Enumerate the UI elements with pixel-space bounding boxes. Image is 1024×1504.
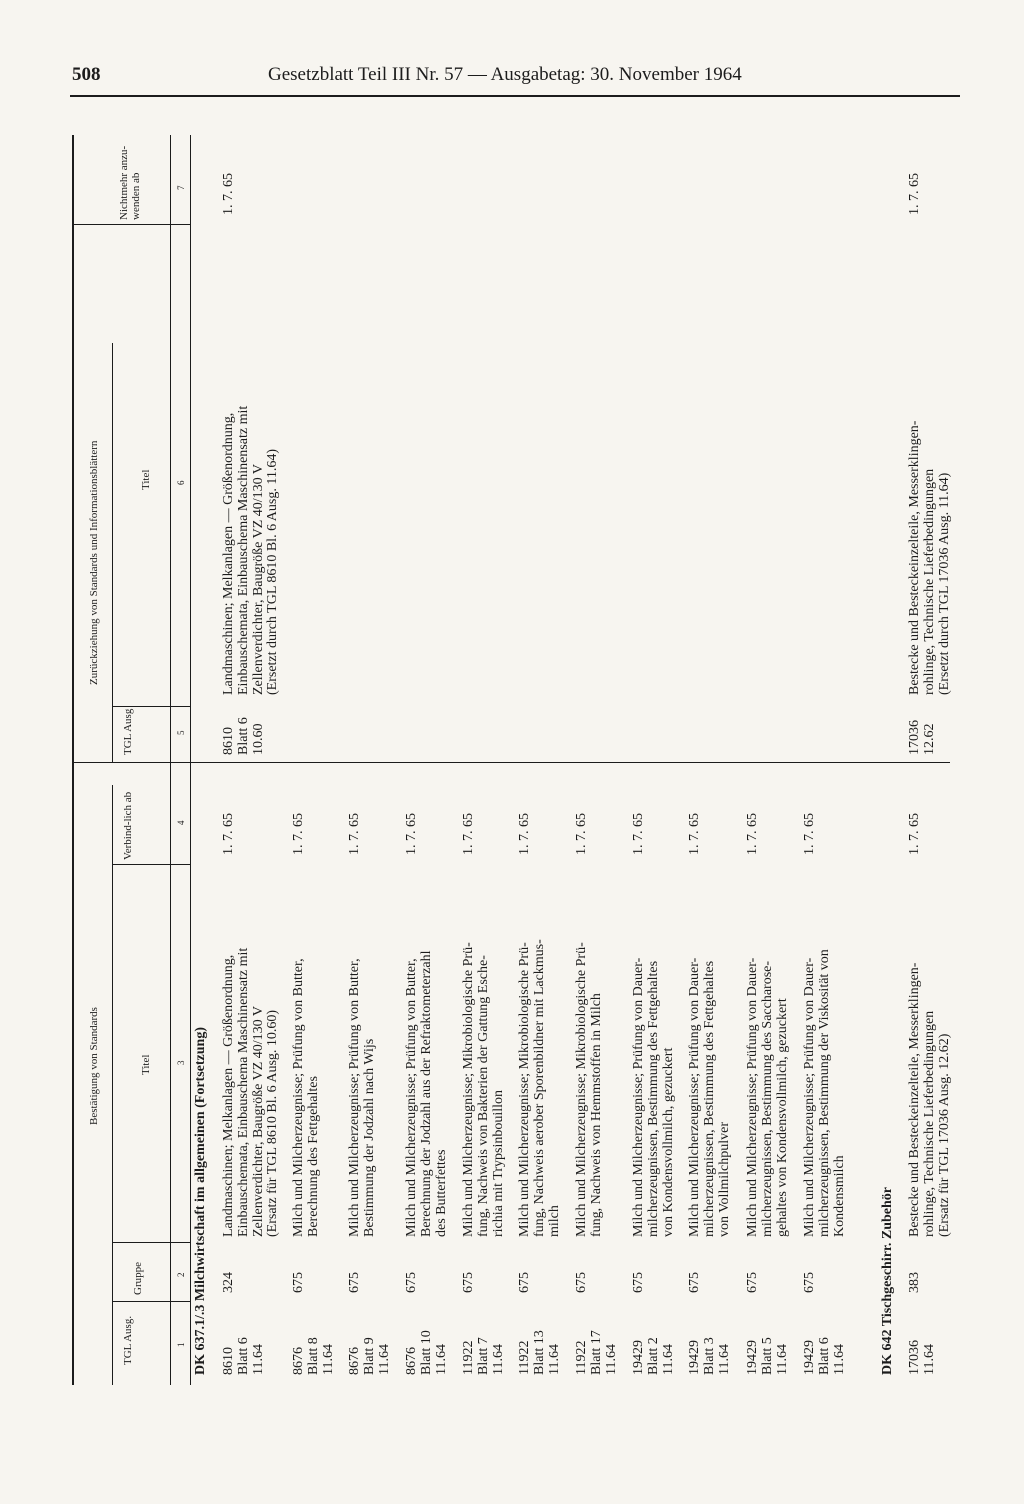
row-titel: Milch und Milcherzeugnisse; Prüfung von Dauer- milcherzeugnissen, Bestimmung des Fettgehaltes von Vollmilchpulver bbox=[687, 957, 732, 1237]
row-verbindlich: 1. 7. 65 bbox=[291, 813, 306, 855]
row-titel: Milch und Milcherzeugnisse; Prüfung von Butter, Bestimmung der Jodzahl nach Wijs bbox=[347, 958, 377, 1237]
row-titel: Milch und Milcherzeugnisse; Prüfung von Dauer- milcherzeugnissen, Bestimmung des Fettgehaltes von Kondensvollmilch, gezuckert bbox=[631, 957, 676, 1237]
row-titel: Milch und Milcherzeugnisse; Mikrobiologische Prü- fung, Nachweis von Bakterien der Gattung Esche- richia mit Trypsinbouillon bbox=[461, 942, 506, 1237]
row-r-date: 1. 7. 65 bbox=[221, 173, 236, 215]
row-titel: Milch und Milcherzeugnisse; Prüfung von Dauer- milcherzeugnissen, Bestimmung des Saccharose- gehaltes von Kondensvollmilch, gezuckert bbox=[745, 957, 790, 1237]
row-gruppe: 324 bbox=[221, 1272, 236, 1293]
col-number: 3 bbox=[176, 1060, 186, 1065]
section-heading: DK 637.1/.3 Milchwirtschaft im allgemeinen (Fortsetzung) bbox=[193, 1027, 208, 1375]
page-header bbox=[68, 64, 960, 96]
row-tgl: 19429 Blatt 3 11.64 bbox=[687, 1337, 732, 1375]
left-group-rule bbox=[112, 785, 113, 1385]
header-rule bbox=[70, 95, 960, 97]
row-titel: Milch und Milcherzeugnisse; Prüfung von Butter, Berechnung des Fettgehaltes bbox=[291, 958, 321, 1237]
header-title: Gesetzblatt Teil III Nr. 57 — Ausgabetag: 30. November 1964 bbox=[268, 64, 742, 85]
col6-header: Titel bbox=[140, 469, 152, 490]
col-divider-2 bbox=[112, 1242, 190, 1243]
row-verbindlich: 1. 7. 65 bbox=[221, 813, 236, 855]
row-gruppe: 675 bbox=[291, 1272, 306, 1293]
row-titel: Milch und Milcherzeugnisse; Mikrobiologische Prü- fung, Nachweis aerober Sporenbildner mit Lackmus- milch bbox=[517, 939, 562, 1237]
row-gruppe: 675 bbox=[574, 1272, 589, 1293]
row-gruppe: 675 bbox=[631, 1272, 646, 1293]
row-gruppe: 383 bbox=[907, 1272, 922, 1293]
row-tgl: 17036 11.64 bbox=[907, 1340, 937, 1375]
right-group-title: Zurückziehung von Standards und Informationsblättern bbox=[88, 440, 100, 685]
row-tgl: 19429 Blatt 6 11.64 bbox=[802, 1337, 847, 1375]
col2-header: Gruppe bbox=[132, 1262, 144, 1295]
section-heading: DK 642 Tischgeschirr. Zubehör bbox=[880, 1187, 895, 1375]
row-tgl: 8676 Blatt 9 11.64 bbox=[347, 1337, 392, 1375]
row-r-titel: Landmaschinen; Melkanlagen — Größenordnung, Einbauschemata, Einbauschema Maschinensatz mit Zellenverdichter, Baugröße VZ 40/130 V (Ersetzt durch TGL 8610 Bl. 6 Ausg. 11.64) bbox=[221, 405, 281, 695]
row-verbindlich: 1. 7. 65 bbox=[631, 813, 646, 855]
row-gruppe: 675 bbox=[404, 1272, 419, 1293]
col-number: 7 bbox=[176, 185, 186, 190]
group-divider bbox=[72, 762, 950, 763]
row-verbindlich: 1. 7. 65 bbox=[404, 813, 419, 855]
rotated-standards-table bbox=[70, 135, 950, 1385]
row-gruppe: 675 bbox=[517, 1272, 532, 1293]
col7-header: Nichtmehr anzu-wenden ab bbox=[118, 145, 142, 220]
row-titel: Landmaschinen; Melkanlagen — Größenordnung, Einbauschemata, Einbauschema Maschinensatz mit Zellenverdichter, Baugröße VZ 40/130 V (Ersatz für TGL 8610 Bl. 6 Ausg. 10.60) bbox=[221, 947, 281, 1237]
page-number: 508 bbox=[72, 64, 101, 85]
row-verbindlich: 1. 7. 65 bbox=[802, 813, 817, 855]
row-tgl: 8676 Blatt 8 11.64 bbox=[291, 1337, 336, 1375]
row-r-titel: Bestecke und Besteckeinzelteile, Messerklingen- rohlinge, Technische Lieferbedingungen (Ersetzt durch TGL 17036 Ausg. 11.64) bbox=[907, 420, 952, 695]
col4-header: Verbind-lich ab bbox=[122, 791, 134, 860]
row-verbindlich: 1. 7. 65 bbox=[687, 813, 702, 855]
row-tgl: 11922 Blatt 17 11.64 bbox=[574, 1330, 619, 1375]
row-gruppe: 675 bbox=[687, 1272, 702, 1293]
row-titel: Milch und Milcherzeugnisse; Mikrobiologische Prü- fung, Nachweis von Hemmstoffen in Milch bbox=[574, 942, 604, 1237]
header-bottom-rule bbox=[190, 135, 191, 1385]
row-tgl: 19429 Blatt 2 11.64 bbox=[631, 1337, 676, 1375]
col-number-rule bbox=[170, 135, 171, 1385]
col5-header: TGL Ausg bbox=[122, 708, 134, 755]
col-number: 1 bbox=[176, 1342, 186, 1347]
col-number: 6 bbox=[176, 480, 186, 485]
table-top-rule bbox=[72, 135, 74, 1385]
col-number: 4 bbox=[176, 820, 186, 825]
row-gruppe: 675 bbox=[745, 1272, 760, 1293]
col-number: 2 bbox=[176, 1272, 186, 1277]
row-verbindlich: 1. 7. 65 bbox=[745, 813, 760, 855]
row-titel: Bestecke und Besteckeinzelteile, Messerklingen- rohlinge, Technische Lieferbedingungen (Ersatz für TGL 17036 Ausg. 12.62) bbox=[907, 962, 952, 1237]
row-verbindlich: 1. 7. 65 bbox=[347, 813, 362, 855]
row-r-tgl: 17036 12.62 bbox=[907, 720, 937, 755]
row-verbindlich: 1. 7. 65 bbox=[574, 813, 589, 855]
row-verbindlich: 1. 7. 65 bbox=[907, 813, 922, 855]
row-titel: Milch und Milcherzeugnisse; Prüfung von Dauer- milcherzeugnissen, Bestimmung der Viskosität von Kondensmilch bbox=[802, 949, 847, 1237]
row-r-tgl: 8610 Blatt 6 10.60 bbox=[221, 717, 266, 755]
left-group-title: Bestätigung von Standards bbox=[88, 1007, 100, 1125]
row-titel: Milch und Milcherzeugnisse; Prüfung von Butter, Berechnung der Jodzahl aus der Refraktometerzahl des Butterfettes bbox=[404, 950, 449, 1237]
row-tgl: 19429 Blatt 5 11.64 bbox=[745, 1337, 790, 1375]
row-gruppe: 675 bbox=[802, 1272, 817, 1293]
row-gruppe: 675 bbox=[461, 1272, 476, 1293]
col-divider-1 bbox=[112, 1301, 190, 1302]
row-tgl: 11922 Blatt 13 11.64 bbox=[517, 1330, 562, 1375]
row-verbindlich: 1. 7. 65 bbox=[517, 813, 532, 855]
col-divider-6 bbox=[72, 224, 190, 225]
col3-header: Titel bbox=[140, 1054, 152, 1075]
row-tgl: 11922 Blatt 7 11.64 bbox=[461, 1337, 506, 1375]
col-divider-3 bbox=[112, 864, 190, 865]
col1-header: TGL Ausg. bbox=[122, 1315, 134, 1365]
col-number: 5 bbox=[176, 730, 186, 735]
row-r-date: 1. 7. 65 bbox=[907, 173, 922, 215]
col-divider-5 bbox=[112, 706, 190, 707]
row-tgl: 8610 Blatt 6 11.64 bbox=[221, 1337, 266, 1375]
right-group-rule bbox=[112, 343, 113, 763]
row-tgl: 8676 Blatt 10 11.64 bbox=[404, 1330, 449, 1375]
row-gruppe: 675 bbox=[347, 1272, 362, 1293]
row-verbindlich: 1. 7. 65 bbox=[461, 813, 476, 855]
